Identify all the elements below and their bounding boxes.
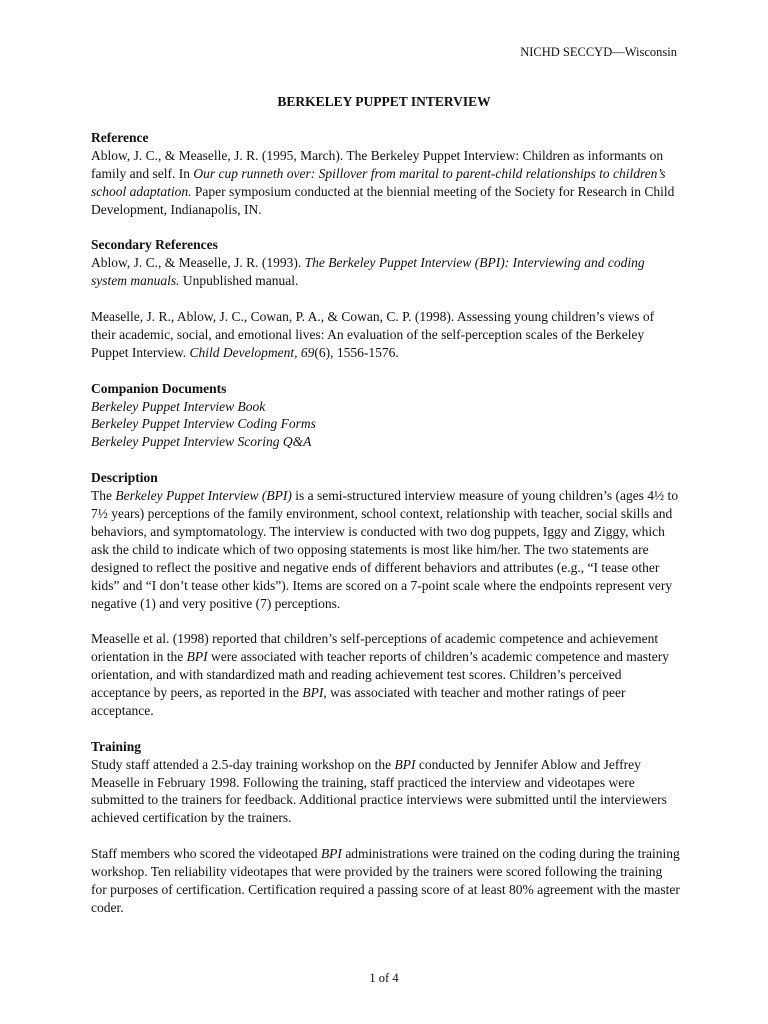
training-paragraph-1: [91, 756, 681, 828]
companion-documents-heading: Companion Documents: [91, 380, 227, 396]
document-body: [91, 129, 681, 917]
secondary-ref-2-text: Measelle, J. R., Ablow, J. C., Cowan, P. A., & Cowan, C. P. (1998). Assessing young children’s views of their academic, social, and emotional lives: An evaluation of the self-perception scales of the Berkeley Puppet Interview.: [91, 309, 655, 360]
secondary-ref-2-end: (6), 1556-1576.: [314, 344, 399, 360]
training-p2-text: Staff members who scored the videotaped: [91, 846, 321, 862]
training-heading: Training: [91, 738, 142, 754]
reference-italic: Our cup runneth over: Spillover from marital to parent-child relationships to children’s school adaptation.: [91, 165, 666, 199]
description-p2-italic-1: BPI: [186, 649, 208, 665]
reference-text-end: Paper symposium conducted at the biennial meeting of the Society for Research in Child Development, Indianapolis, IN.: [91, 183, 675, 217]
secondary-ref-1-italic: The Berkeley Puppet Interview (BPI): Interviewing and coding system manuals.: [91, 255, 645, 289]
secondary-reference-1: [91, 254, 681, 290]
description-p1-text: The: [91, 488, 116, 504]
training-p1-text-end: conducted by Jennifer Ablow and Jeffrey Measelle in February 1998. Following the training, staff practiced the interview and videotapes were submitted to the trainers for feedback. Additional practice interviews were submitted until the interviewers achieved certification by the trainers.: [91, 756, 667, 826]
reference-paragraph: [91, 147, 681, 219]
description-p2-text-end: , was associated with teacher and mother ratings of peer acceptance.: [91, 685, 626, 718]
description-p2-italic-2: BPI: [302, 685, 324, 701]
description-p1-text-end: is a semi-structured interview measure of young children’s (ages 4½ to 7½ years) perceptions of the family environment, school context, relationship with teacher, social skills and behaviors, and symptomatology. The interview is conducted with two dog puppets, Iggy and Ziggy, which ask the child to indicate which of two opposing statements is most like him/her. The two statements are designed to reflect the positive and negative ends of different behaviors and attributes (e.g., “I tease other kids” and “I don’t tease other kids”). Items are scored on a 7-point scale where the endpoints represent very negative (1) and very positive (7) perceptions.: [91, 488, 679, 611]
description-paragraph-1: [91, 487, 681, 612]
training-p1-italic: BPI: [394, 756, 416, 772]
training-p1-text: Study staff attended a 2.5-day training workshop on the: [91, 756, 395, 772]
training-p2-italic: BPI: [320, 846, 342, 862]
page-title: BERKELEY PUPPET INTERVIEW: [277, 94, 491, 109]
secondary-ref-1-end: Unpublished manual.: [179, 273, 299, 289]
secondary-reference-2: [91, 308, 681, 362]
training-paragraph-2: [91, 845, 681, 917]
description-p2-text-mid: were associated with teacher reports of children’s academic competence and mastery orientation, and with standardized math and reading achievement test scores. Children’s perceived acceptance by peers, as reported in the: [91, 649, 670, 701]
secondary-ref-2-italic: Child Development, 69: [189, 344, 315, 360]
description-heading: Description: [91, 470, 158, 486]
training-p2-text-end: administrations were trained on the coding during the training workshop. Ten reliability videotapes that were provided by the trainers were scored following the training for purposes of certification. Certification required a passing score of at least 80% agreement with the master coder.: [91, 846, 680, 915]
companion-document-item: Berkeley Puppet Interview Book: [91, 398, 266, 414]
running-header: NICHD SECCYD—Wisconsin: [520, 45, 677, 59]
reference-text: Ablow, J. C., & Measelle, J. R. (1995, March). The Berkeley Puppet Interview: Children as informants on family and self. In: [91, 147, 664, 181]
secondary-ref-1-text: Ablow, J. C., & Measelle, J. R. (1993).: [91, 255, 305, 271]
page-number: 1 of 4: [369, 971, 399, 985]
description-p1-italic: Berkeley Puppet Interview (BPI): [115, 488, 292, 504]
description-p2-text: Measelle et al. (1998) reported that children’s self-perceptions of academic competence and achievement orientation in the: [91, 631, 659, 665]
companion-document-item: Berkeley Puppet Interview Scoring Q&A: [91, 434, 312, 450]
description-paragraph-2: [91, 630, 681, 720]
reference-heading: Reference: [91, 130, 149, 145]
secondary-references-heading: Secondary References: [91, 237, 218, 253]
companion-document-item: Berkeley Puppet Interview Coding Forms: [91, 416, 316, 432]
